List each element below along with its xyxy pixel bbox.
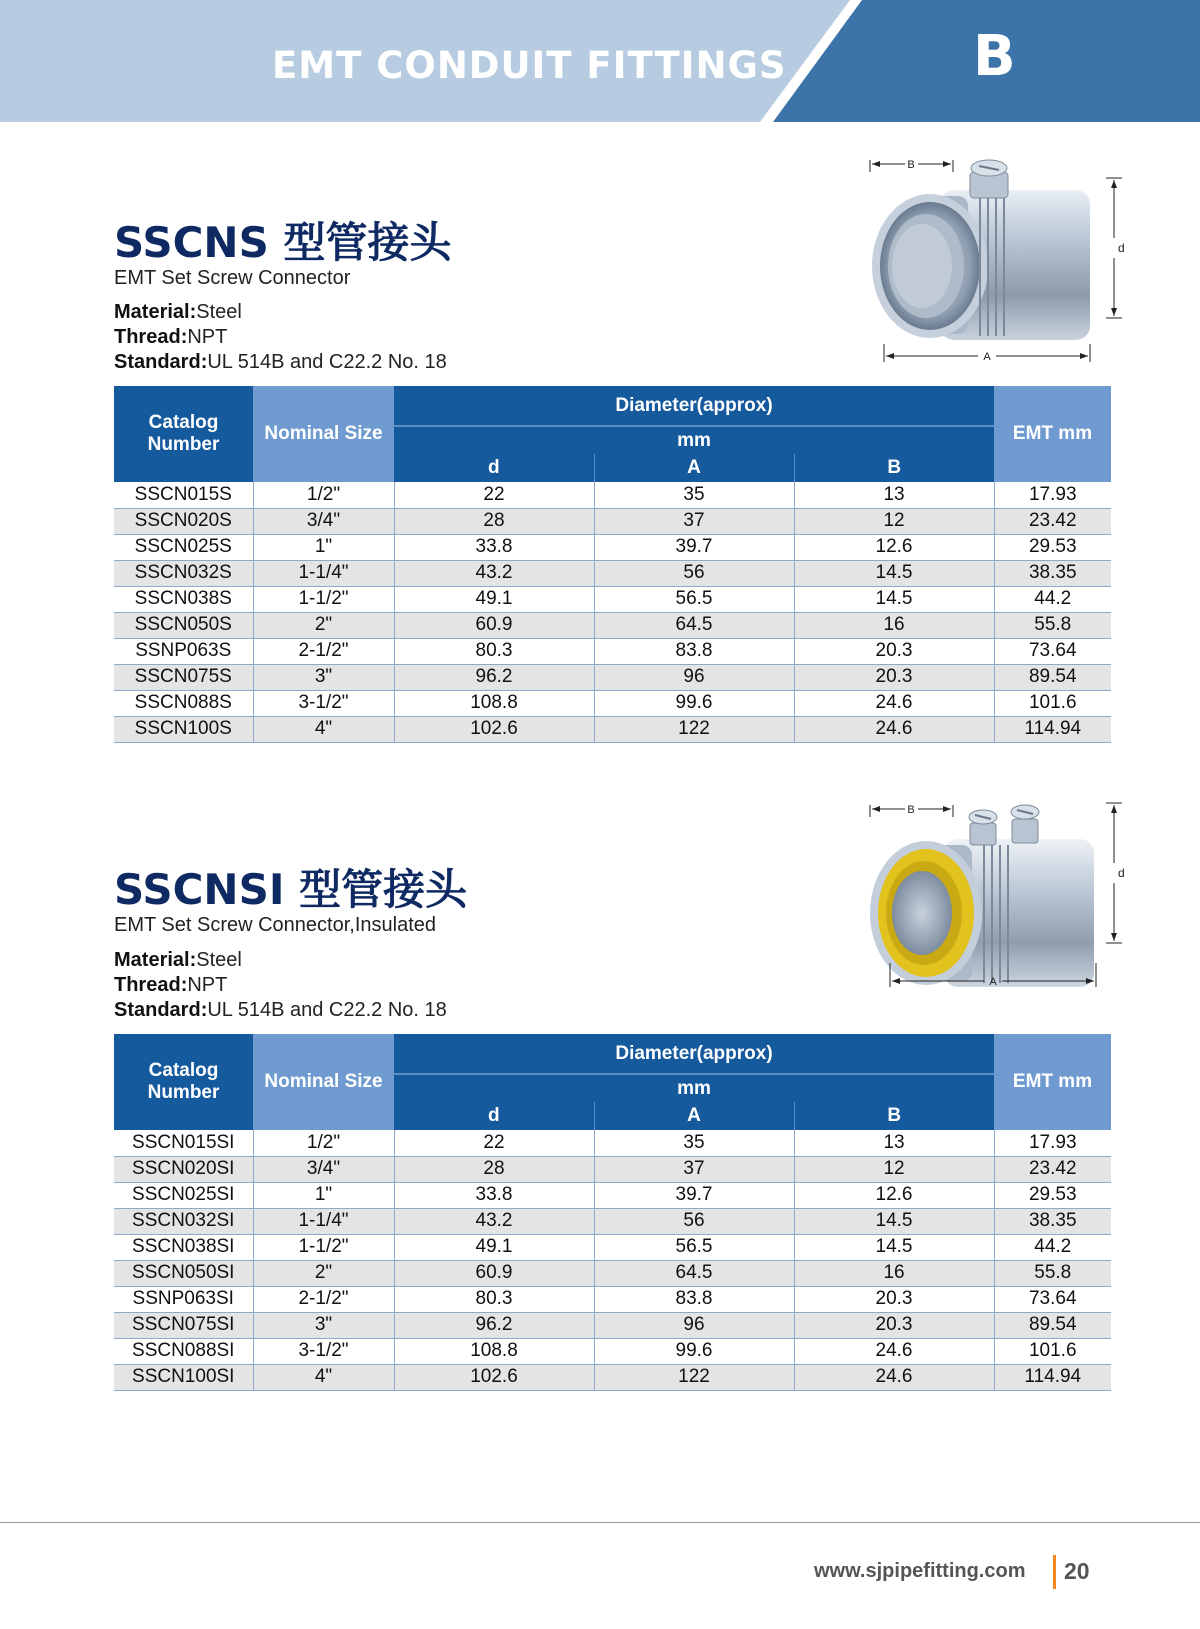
cell-emt: 29.53: [994, 1182, 1111, 1208]
table-row: [114, 534, 1111, 560]
cell-d: 108.8: [394, 1338, 594, 1364]
col-catalog-number: Catalog Number: [114, 386, 253, 482]
cell-b: 14.5: [794, 1234, 994, 1260]
cell-d: 80.3: [394, 638, 594, 664]
product-specs: [114, 948, 447, 1023]
cell-d: 33.8: [394, 534, 594, 560]
cell-b: 13: [794, 1130, 994, 1156]
svg-text:d: d: [1118, 866, 1125, 880]
cell-emt: 55.8: [994, 612, 1111, 638]
cell-a: 64.5: [594, 1260, 794, 1286]
cell-emt: 114.94: [994, 1364, 1111, 1390]
cell-catalog-number: SSCN032S: [114, 560, 253, 586]
cell-catalog-number: SSNP063SI: [114, 1286, 253, 1312]
cell-d: 22: [394, 1130, 594, 1156]
col-nominal-size: Nominal Size: [253, 386, 394, 482]
cell-d: 102.6: [394, 716, 594, 742]
table-row: [114, 1364, 1111, 1390]
cell-emt: 29.53: [994, 534, 1111, 560]
cell-catalog-number: SSNP063S: [114, 638, 253, 664]
table-row: [114, 586, 1111, 612]
cell-b: 14.5: [794, 560, 994, 586]
cell-d: 33.8: [394, 1182, 594, 1208]
set-screw-connector-icon: [860, 150, 1140, 382]
spec-thread: Thread:NPT: [114, 974, 228, 996]
cell-nominal-size: 4": [253, 1364, 394, 1390]
cell-b: 13: [794, 482, 994, 508]
cell-catalog-number: SSCN038SI: [114, 1234, 253, 1260]
cell-b: 12.6: [794, 534, 994, 560]
cell-emt: 101.6: [994, 690, 1111, 716]
cell-a: 35: [594, 482, 794, 508]
spec-thread: Thread:NPT: [114, 326, 228, 348]
table-row: [114, 716, 1111, 742]
cell-catalog-number: SSCN088S: [114, 690, 253, 716]
col-unit: mm: [394, 1074, 994, 1102]
cell-nominal-size: 1/2": [253, 482, 394, 508]
table-row: [114, 560, 1111, 586]
header-title: EMT CONDUIT FITTINGS: [272, 44, 787, 87]
cell-nominal-size: 1": [253, 1182, 394, 1208]
cell-d: 60.9: [394, 1260, 594, 1286]
cell-b: 12.6: [794, 1182, 994, 1208]
cell-catalog-number: SSCN025SI: [114, 1182, 253, 1208]
dimension-table: [114, 1034, 1111, 1391]
cell-d: 96.2: [394, 1312, 594, 1338]
col-catalog-number: Catalog Number: [114, 1034, 253, 1130]
cell-emt: 114.94: [994, 716, 1111, 742]
cell-d: 28: [394, 508, 594, 534]
cell-b: 16: [794, 1260, 994, 1286]
table-row: [114, 664, 1111, 690]
cell-d: 96.2: [394, 664, 594, 690]
svg-text:A: A: [989, 976, 997, 988]
cell-nominal-size: 1-1/4": [253, 560, 394, 586]
cell-b: 12: [794, 1156, 994, 1182]
col-a: A: [594, 454, 794, 482]
cell-catalog-number: SSCN100S: [114, 716, 253, 742]
cell-d: 43.2: [394, 1208, 594, 1234]
page-number: 20: [1064, 1558, 1090, 1584]
cell-a: 56: [594, 1208, 794, 1234]
cell-d: 43.2: [394, 560, 594, 586]
cell-d: 22: [394, 482, 594, 508]
cell-catalog-number: SSCN020S: [114, 508, 253, 534]
table-row: [114, 1286, 1111, 1312]
cell-emt: 38.35: [994, 1208, 1111, 1234]
cell-catalog-number: SSCN050SI: [114, 1260, 253, 1286]
col-unit: mm: [394, 426, 994, 454]
product-title: SSCNS 型管接头: [114, 218, 452, 267]
col-diameter: Diameter(approx): [394, 1034, 994, 1074]
insulated-connector-image: [860, 797, 1140, 1029]
cell-nominal-size: 3-1/2": [253, 1338, 394, 1364]
table-row: [114, 690, 1111, 716]
cell-a: 122: [594, 1364, 794, 1390]
cell-catalog-number: SSCN032SI: [114, 1208, 253, 1234]
cell-a: 96: [594, 1312, 794, 1338]
spec-standard: Standard:UL 514B and C22.2 No. 18: [114, 999, 447, 1021]
table-row: [114, 1260, 1111, 1286]
cell-b: 14.5: [794, 1208, 994, 1234]
cell-catalog-number: SSCN050S: [114, 612, 253, 638]
footer-accent-bar: [1053, 1555, 1056, 1589]
cell-b: 20.3: [794, 664, 994, 690]
cell-emt: 44.2: [994, 586, 1111, 612]
cell-nominal-size: 3/4": [253, 1156, 394, 1182]
cell-catalog-number: SSCN015SI: [114, 1130, 253, 1156]
cell-a: 122: [594, 716, 794, 742]
product-specs: [114, 300, 447, 375]
cell-a: 99.6: [594, 1338, 794, 1364]
connector-image: [860, 150, 1140, 382]
col-nominal-size: Nominal Size: [253, 1034, 394, 1130]
cell-nominal-size: 1-1/2": [253, 586, 394, 612]
cell-emt: 44.2: [994, 1234, 1111, 1260]
cell-emt: 73.64: [994, 1286, 1111, 1312]
section-letter: B: [973, 24, 1016, 89]
col-emt: EMT mm: [994, 1034, 1111, 1130]
cell-catalog-number: SSCN038S: [114, 586, 253, 612]
cell-a: 56.5: [594, 586, 794, 612]
cell-a: 96: [594, 664, 794, 690]
cell-catalog-number: SSCN015S: [114, 482, 253, 508]
spec-material: Material:Steel: [114, 949, 242, 971]
cell-d: 108.8: [394, 690, 594, 716]
insulated-set-screw-connector-icon: [860, 797, 1140, 1029]
svg-text:d: d: [1118, 241, 1125, 255]
cell-emt: 55.8: [994, 1260, 1111, 1286]
product-subtitle: EMT Set Screw Connector: [114, 267, 351, 289]
cell-nominal-size: 1/2": [253, 1130, 394, 1156]
cell-b: 20.3: [794, 1286, 994, 1312]
cell-d: 80.3: [394, 1286, 594, 1312]
svg-text:B: B: [907, 804, 915, 816]
table-row: [114, 1312, 1111, 1338]
col-diameter: Diameter(approx): [394, 386, 994, 426]
cell-b: 12: [794, 508, 994, 534]
cell-b: 24.6: [794, 716, 994, 742]
cell-emt: 89.54: [994, 664, 1111, 690]
cell-d: 49.1: [394, 586, 594, 612]
table-row: [114, 1234, 1111, 1260]
cell-a: 39.7: [594, 1182, 794, 1208]
table-row: [114, 638, 1111, 664]
cell-b: 24.6: [794, 1338, 994, 1364]
cell-emt: 17.93: [994, 1130, 1111, 1156]
footer-divider: [0, 1522, 1200, 1523]
col-d: d: [394, 454, 594, 482]
table-row: [114, 1208, 1111, 1234]
cell-b: 20.3: [794, 1312, 994, 1338]
product-title: SSCNSI 型管接头: [114, 865, 468, 914]
cell-a: 37: [594, 508, 794, 534]
col-b: B: [794, 1102, 994, 1130]
col-d: d: [394, 1102, 594, 1130]
cell-emt: 23.42: [994, 508, 1111, 534]
col-emt: EMT mm: [994, 386, 1111, 482]
cell-nominal-size: 3-1/2": [253, 690, 394, 716]
cell-d: 28: [394, 1156, 594, 1182]
cell-a: 99.6: [594, 690, 794, 716]
cell-catalog-number: SSCN088SI: [114, 1338, 253, 1364]
cell-emt: 73.64: [994, 638, 1111, 664]
cell-a: 64.5: [594, 612, 794, 638]
cell-nominal-size: 3": [253, 664, 394, 690]
cell-a: 83.8: [594, 638, 794, 664]
cell-d: 49.1: [394, 1234, 594, 1260]
svg-text:B: B: [907, 159, 915, 171]
cell-b: 16: [794, 612, 994, 638]
cell-emt: 38.35: [994, 560, 1111, 586]
cell-a: 39.7: [594, 534, 794, 560]
cell-nominal-size: 1": [253, 534, 394, 560]
cell-nominal-size: 1-1/2": [253, 1234, 394, 1260]
col-a: A: [594, 1102, 794, 1130]
cell-a: 56: [594, 560, 794, 586]
cell-nominal-size: 2": [253, 612, 394, 638]
cell-nominal-size: 3/4": [253, 508, 394, 534]
table-row: [114, 508, 1111, 534]
svg-text:A: A: [983, 351, 991, 363]
cell-nominal-size: 3": [253, 1312, 394, 1338]
cell-d: 60.9: [394, 612, 594, 638]
cell-nominal-size: 2-1/2": [253, 1286, 394, 1312]
cell-b: 20.3: [794, 638, 994, 664]
dimension-table: [114, 386, 1111, 743]
cell-b: 14.5: [794, 586, 994, 612]
cell-a: 35: [594, 1130, 794, 1156]
footer-website-link[interactable]: www.sjpipefitting.com: [814, 1560, 1026, 1582]
cell-a: 56.5: [594, 1234, 794, 1260]
cell-b: 24.6: [794, 1364, 994, 1390]
table-row: [114, 612, 1111, 638]
col-b: B: [794, 454, 994, 482]
cell-d: 102.6: [394, 1364, 594, 1390]
cell-emt: 101.6: [994, 1338, 1111, 1364]
cell-emt: 23.42: [994, 1156, 1111, 1182]
cell-b: 24.6: [794, 690, 994, 716]
table-row: [114, 1156, 1111, 1182]
cell-catalog-number: SSCN075S: [114, 664, 253, 690]
table-row: [114, 1338, 1111, 1364]
spec-material: Material:Steel: [114, 301, 242, 323]
cell-a: 83.8: [594, 1286, 794, 1312]
cell-nominal-size: 4": [253, 716, 394, 742]
cell-nominal-size: 2-1/2": [253, 638, 394, 664]
cell-nominal-size: 2": [253, 1260, 394, 1286]
cell-catalog-number: SSCN075SI: [114, 1312, 253, 1338]
cell-emt: 89.54: [994, 1312, 1111, 1338]
cell-emt: 17.93: [994, 482, 1111, 508]
table-row: [114, 1182, 1111, 1208]
table-row: [114, 482, 1111, 508]
spec-standard: Standard:UL 514B and C22.2 No. 18: [114, 351, 447, 373]
cell-nominal-size: 1-1/4": [253, 1208, 394, 1234]
cell-a: 37: [594, 1156, 794, 1182]
cell-catalog-number: SSCN020SI: [114, 1156, 253, 1182]
cell-catalog-number: SSCN025S: [114, 534, 253, 560]
product-subtitle: EMT Set Screw Connector,Insulated: [114, 914, 437, 936]
table-row: [114, 1130, 1111, 1156]
cell-catalog-number: SSCN100SI: [114, 1364, 253, 1390]
